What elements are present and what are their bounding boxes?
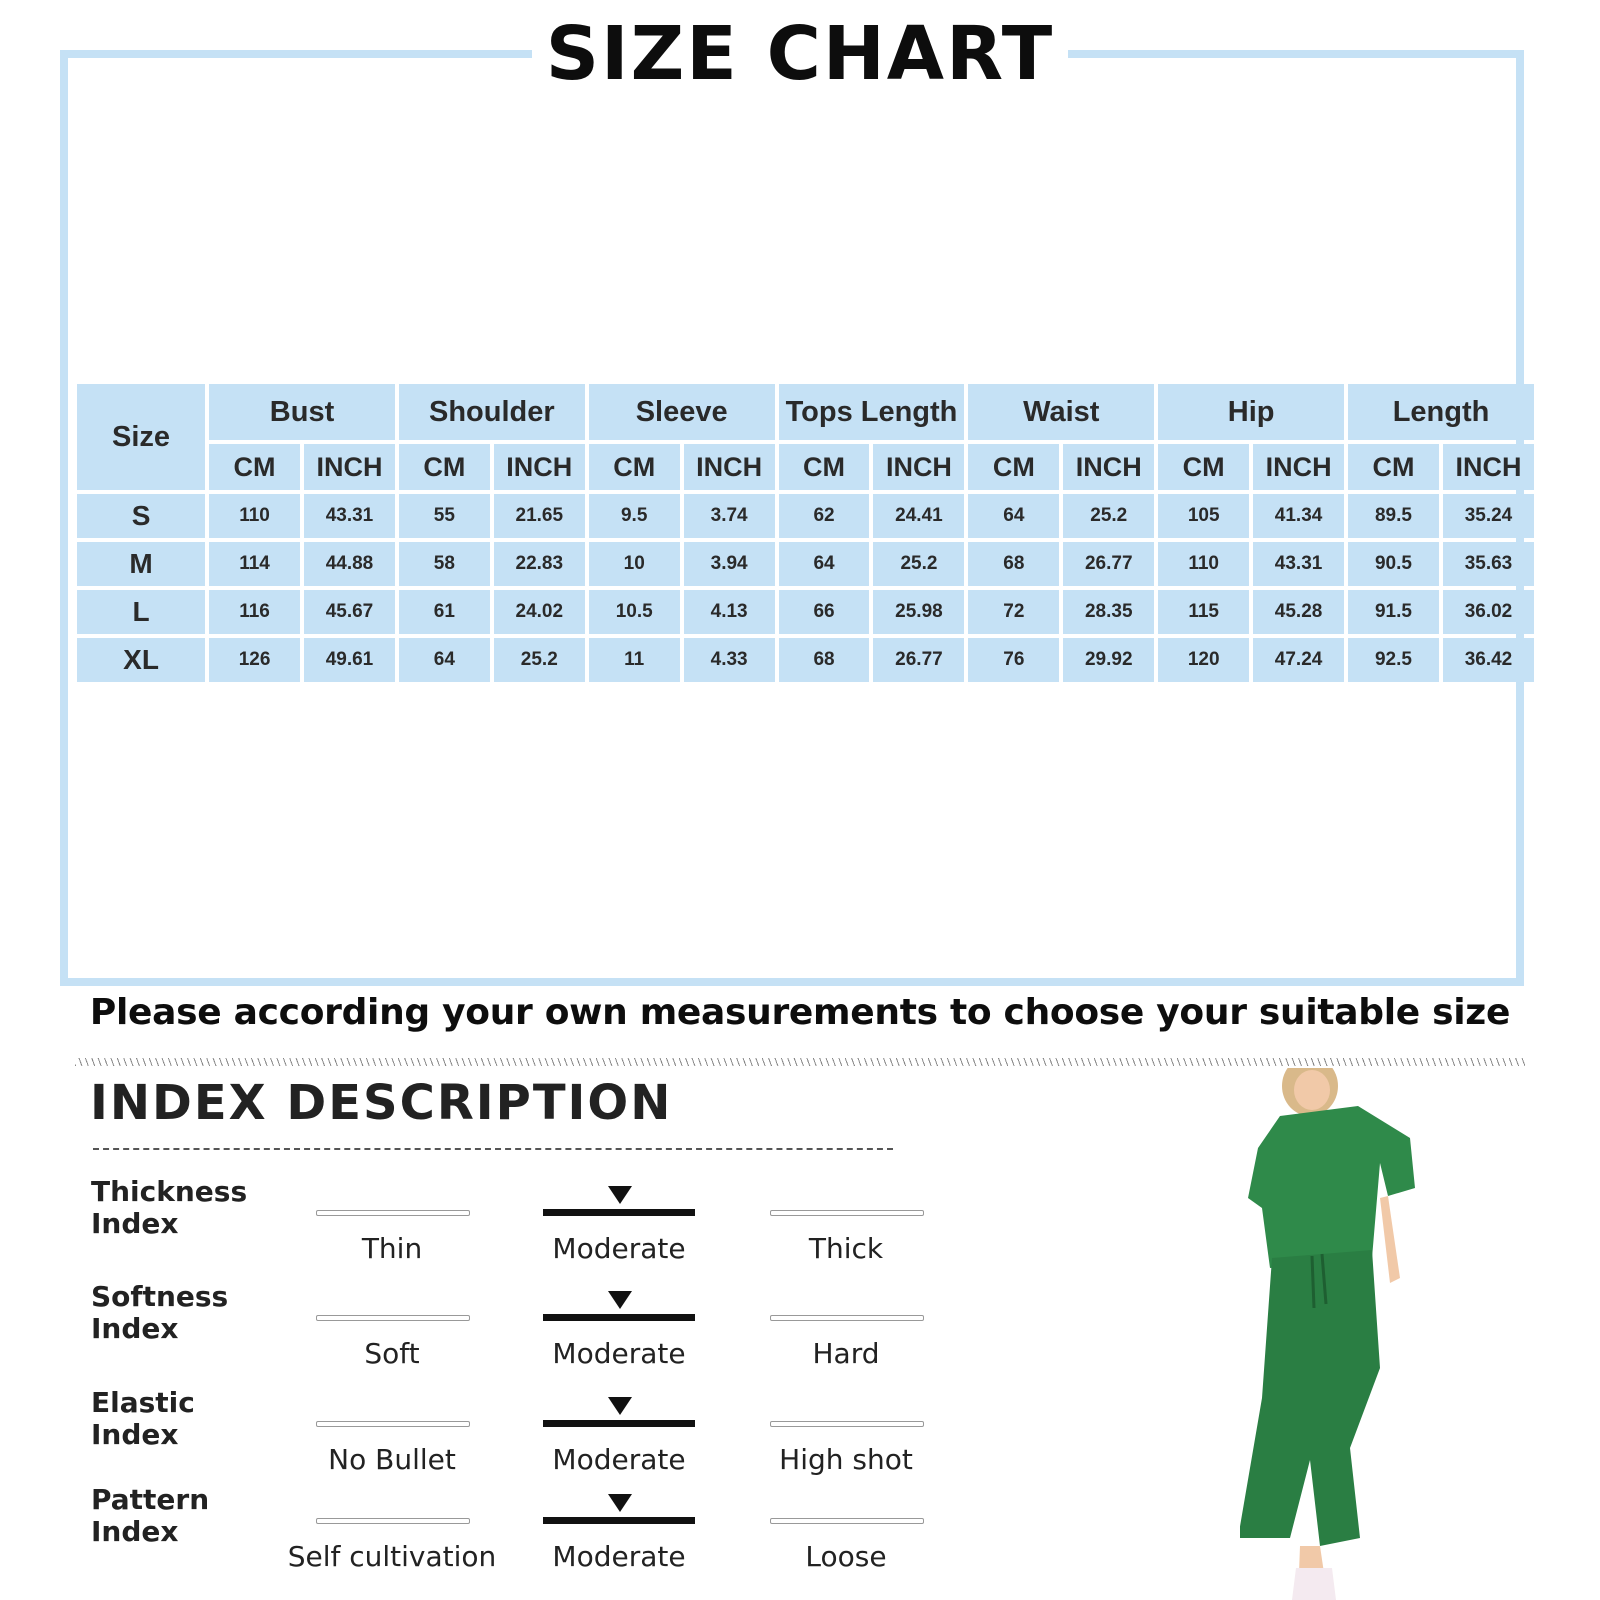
unit-header: CM <box>209 444 300 490</box>
value-cell: 4.13 <box>684 590 775 634</box>
group-header: Shoulder <box>399 384 585 440</box>
index-option-label: Loose <box>805 1540 887 1573</box>
value-cell: 47.24 <box>1253 638 1344 682</box>
value-cell: 22.83 <box>494 542 585 586</box>
group-header-row <box>77 384 1534 440</box>
index-option-bar <box>770 1518 924 1524</box>
index-label-line: Softness <box>91 1280 229 1313</box>
value-cell: 11 <box>589 638 680 682</box>
index-title <box>90 1075 672 1131</box>
index-option-label: Thin <box>361 1232 423 1265</box>
value-cell: 110 <box>1158 542 1249 586</box>
index-option-bar <box>316 1518 470 1524</box>
value-cell: 68 <box>968 542 1059 586</box>
index-row <box>0 1175 1000 1286</box>
value-cell: 55 <box>399 494 490 538</box>
size-header: Size <box>77 384 205 490</box>
value-cell: 29.92 <box>1063 638 1154 682</box>
index-option-label: Moderate <box>552 1540 686 1573</box>
unit-header: CM <box>399 444 490 490</box>
index-label-line: Pattern <box>91 1483 210 1516</box>
selected-marker-icon <box>608 1494 632 1512</box>
unit-header: INCH <box>304 444 395 490</box>
index-label-line: Index <box>91 1515 179 1548</box>
value-cell: 90.5 <box>1348 542 1439 586</box>
index-label <box>91 1281 291 1345</box>
unit-header: CM <box>1158 444 1249 490</box>
index-option-label: Thick <box>808 1232 884 1265</box>
value-cell: 25.2 <box>873 542 964 586</box>
unit-header: INCH <box>494 444 585 490</box>
unit-header: CM <box>589 444 680 490</box>
index-option-bar <box>543 1209 695 1216</box>
value-cell: 64 <box>968 494 1059 538</box>
value-cell: 58 <box>399 542 490 586</box>
value-cell: 105 <box>1158 494 1249 538</box>
table-row <box>77 494 1534 538</box>
index-option-label: Soft <box>364 1337 420 1370</box>
value-cell: 28.35 <box>1063 590 1154 634</box>
index-label-line: Index <box>91 1418 179 1451</box>
unit-header: INCH <box>1253 444 1344 490</box>
index-option-bar <box>316 1315 470 1321</box>
index-option-bar <box>770 1210 924 1216</box>
unit-header: INCH <box>873 444 964 490</box>
index-label-line: Index <box>91 1207 179 1240</box>
size-cell: S <box>77 494 205 538</box>
index-option-label: Moderate <box>552 1337 686 1370</box>
model-shoe <box>1292 1568 1336 1600</box>
unit-header: CM <box>779 444 870 490</box>
unit-header: INCH <box>684 444 775 490</box>
index-option-label: No Bullet <box>328 1443 456 1476</box>
size-cell: XL <box>77 638 205 682</box>
value-cell: 10 <box>589 542 680 586</box>
value-cell: 36.42 <box>1443 638 1534 682</box>
size-cell: L <box>77 590 205 634</box>
model-pants <box>1240 1250 1380 1546</box>
group-header: Sleeve <box>589 384 775 440</box>
value-cell: 126 <box>209 638 300 682</box>
selected-marker-icon <box>608 1291 632 1309</box>
index-option-bar <box>543 1517 695 1524</box>
unit-header: INCH <box>1443 444 1534 490</box>
index-row <box>0 1483 1000 1594</box>
unit-header: CM <box>968 444 1059 490</box>
index-label-line: Elastic <box>91 1386 195 1419</box>
model-arm <box>1380 1196 1400 1283</box>
value-cell: 24.02 <box>494 590 585 634</box>
value-cell: 49.61 <box>304 638 395 682</box>
index-row <box>0 1280 1000 1391</box>
index-label <box>91 1176 291 1240</box>
index-label-line: Index <box>91 1312 179 1345</box>
value-cell: 26.77 <box>873 638 964 682</box>
group-header: Hip <box>1158 384 1344 440</box>
table-row <box>77 590 1534 634</box>
value-cell: 44.88 <box>304 542 395 586</box>
value-cell: 43.31 <box>304 494 395 538</box>
value-cell: 36.02 <box>1443 590 1534 634</box>
divider <box>75 1058 1525 1066</box>
value-cell: 35.63 <box>1443 542 1534 586</box>
index-option-label: Hard <box>812 1337 880 1370</box>
table-row <box>77 638 1534 682</box>
value-cell: 66 <box>779 590 870 634</box>
table-row <box>77 542 1534 586</box>
index-title-text: INDEX DESCRIPTION <box>90 1075 673 1131</box>
index-label <box>91 1387 291 1451</box>
value-cell: 25.2 <box>1063 494 1154 538</box>
value-cell: 4.33 <box>684 638 775 682</box>
index-divider <box>93 1148 893 1150</box>
value-cell: 114 <box>209 542 300 586</box>
value-cell: 45.67 <box>304 590 395 634</box>
value-cell: 89.5 <box>1348 494 1439 538</box>
value-cell: 115 <box>1158 590 1249 634</box>
index-label <box>91 1484 291 1548</box>
title-wrap <box>0 10 1600 98</box>
value-cell: 64 <box>399 638 490 682</box>
index-option-bar <box>316 1210 470 1216</box>
value-cell: 76 <box>968 638 1059 682</box>
value-cell: 62 <box>779 494 870 538</box>
value-cell: 72 <box>968 590 1059 634</box>
page-title: SIZE CHART <box>532 10 1068 98</box>
value-cell: 21.65 <box>494 494 585 538</box>
value-cell: 64 <box>779 542 870 586</box>
index-row <box>0 1386 1000 1497</box>
value-cell: 25.98 <box>873 590 964 634</box>
measurement-note: Please according your own measurements to choose your suitable size <box>89 992 1511 1033</box>
value-cell: 61 <box>399 590 490 634</box>
value-cell: 3.74 <box>684 494 775 538</box>
group-header: Waist <box>968 384 1154 440</box>
value-cell: 26.77 <box>1063 542 1154 586</box>
unit-header: CM <box>1348 444 1439 490</box>
value-cell: 41.34 <box>1253 494 1344 538</box>
value-cell: 91.5 <box>1348 590 1439 634</box>
index-option-label: Moderate <box>552 1443 686 1476</box>
value-cell: 9.5 <box>589 494 680 538</box>
value-cell: 110 <box>209 494 300 538</box>
value-cell: 35.24 <box>1443 494 1534 538</box>
selected-marker-icon <box>608 1397 632 1415</box>
value-cell: 68 <box>779 638 870 682</box>
group-header: Tops Length <box>779 384 965 440</box>
model-photo <box>1240 1068 1460 1600</box>
model-face <box>1294 1070 1330 1110</box>
selected-marker-icon <box>608 1186 632 1204</box>
index-option-label: Self cultivation <box>287 1540 497 1573</box>
index-label-line: Thickness <box>91 1175 248 1208</box>
unit-header-row <box>77 444 1534 490</box>
size-table <box>73 380 1538 686</box>
index-option-bar <box>770 1315 924 1321</box>
group-header: Bust <box>209 384 395 440</box>
index-option-bar <box>543 1420 695 1427</box>
value-cell: 24.41 <box>873 494 964 538</box>
value-cell: 92.5 <box>1348 638 1439 682</box>
value-cell: 25.2 <box>494 638 585 682</box>
index-option-label: High shot <box>779 1443 913 1476</box>
value-cell: 116 <box>209 590 300 634</box>
index-option-bar <box>770 1421 924 1427</box>
value-cell: 43.31 <box>1253 542 1344 586</box>
value-cell: 10.5 <box>589 590 680 634</box>
value-cell: 120 <box>1158 638 1249 682</box>
index-option-bar <box>543 1314 695 1321</box>
index-option-label: Moderate <box>552 1232 686 1265</box>
size-cell: M <box>77 542 205 586</box>
size-table-body <box>77 494 1534 682</box>
value-cell: 45.28 <box>1253 590 1344 634</box>
group-header: Length <box>1348 384 1534 440</box>
unit-header: INCH <box>1063 444 1154 490</box>
value-cell: 3.94 <box>684 542 775 586</box>
index-option-bar <box>316 1421 470 1427</box>
